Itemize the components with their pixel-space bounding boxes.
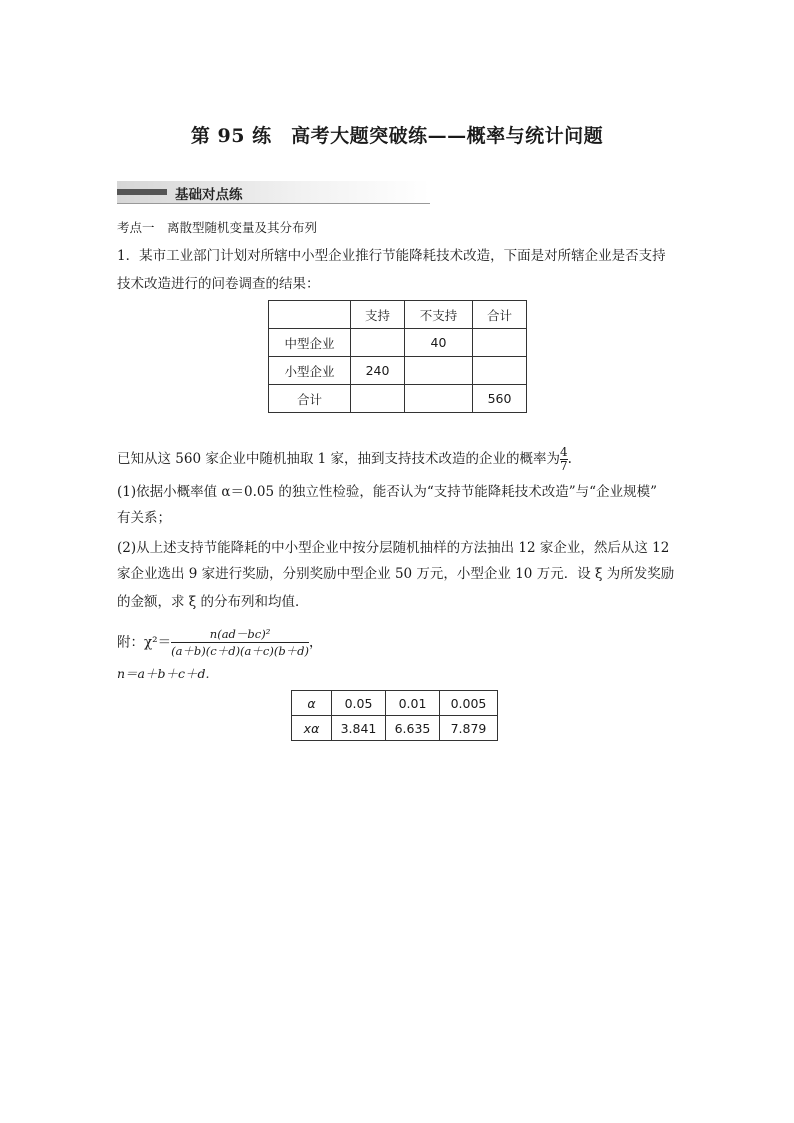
n-definition: n＝a＋b＋c＋d. — [117, 666, 210, 681]
table-cell — [473, 329, 527, 357]
table-row — [269, 329, 527, 357]
table-row — [269, 357, 527, 385]
problem-intro-line2: 技术改造进行的问卷调查的结果： — [117, 276, 320, 292]
probability-statement — [117, 446, 572, 473]
question2-line3: 的金额，求 ξ 的分布列和均值． — [117, 594, 309, 610]
page-title: 第 95 练 高考大题突破练——概率与统计问题 — [190, 125, 604, 147]
table-row — [269, 385, 527, 413]
appendix-label: 附：χ²＝ — [117, 634, 172, 651]
table-row — [292, 716, 498, 741]
table-cell: 40 — [405, 329, 473, 357]
section-label: 基础对点练 — [175, 187, 243, 203]
table-cell: 6.635 — [386, 716, 440, 741]
table-cell — [269, 301, 351, 329]
table-cell: 0.01 — [386, 691, 440, 716]
table-cell: 240 — [351, 357, 405, 385]
probability-fraction — [560, 446, 568, 473]
topic-heading: 考点一 离散型随机变量及其分布列 — [117, 220, 318, 235]
survey-table — [268, 300, 527, 413]
table-cell: α — [292, 691, 332, 716]
probability-text: 已知从这 560 家企业中随机抽取 1 家，抽到支持技术改造的企业的概率为 — [117, 451, 561, 467]
section-stripe — [117, 189, 167, 195]
critical-value-table — [291, 690, 498, 741]
table-cell: 合计 — [473, 301, 527, 329]
question1-line1: (1)依据小概率值 α＝0.05 的独立性检验，能否认为“支持节能降耗技术改造”与“企业规模” — [117, 484, 657, 500]
table-cell — [351, 329, 405, 357]
table-cell: 7.879 — [440, 716, 498, 741]
table-cell: xα — [292, 716, 332, 741]
probability-end: . — [567, 451, 572, 467]
table-row — [292, 691, 498, 716]
chi-square-fraction — [171, 626, 309, 659]
formula-numerator: n(ad－bc)² — [209, 627, 271, 641]
table-cell: 中型企业 — [269, 329, 351, 357]
appendix-formula — [117, 626, 323, 659]
table-cell — [405, 385, 473, 413]
section-header — [117, 181, 430, 204]
fraction-denominator: 7 — [560, 459, 568, 473]
table-cell: 3.841 — [332, 716, 386, 741]
formula-end: ， — [309, 634, 323, 651]
table-cell: 0.05 — [332, 691, 386, 716]
question2-line1: (2)从上述支持节能降耗的中小型企业中按分层随机抽样的方法抽出 12 家企业，然后从这 12 — [117, 540, 670, 556]
question2-line2: 家企业选出 9 家进行奖励，分别奖励中型企业 50 万元，小型企业 10 万元．设 ξ 为所发奖励 — [117, 566, 675, 582]
table-row — [269, 301, 527, 329]
table-cell: 不支持 — [405, 301, 473, 329]
table-cell: 560 — [473, 385, 527, 413]
table-cell: 小型企业 — [269, 357, 351, 385]
table-cell: 合计 — [269, 385, 351, 413]
table-cell: 支持 — [351, 301, 405, 329]
table-cell — [405, 357, 473, 385]
table-cell — [351, 385, 405, 413]
question1-line2: 有关系； — [117, 510, 171, 526]
table-cell: 0.005 — [440, 691, 498, 716]
problem-intro-line1: 1．某市工业部门计划对所辖中小型企业推行节能降耗技术改造，下面是对所辖企业是否支持 — [117, 248, 666, 264]
table-cell — [473, 357, 527, 385]
fraction-numerator: 4 — [560, 445, 568, 459]
formula-denominator: (a＋b)(c＋d)(a＋c)(b＋d) — [171, 644, 310, 658]
